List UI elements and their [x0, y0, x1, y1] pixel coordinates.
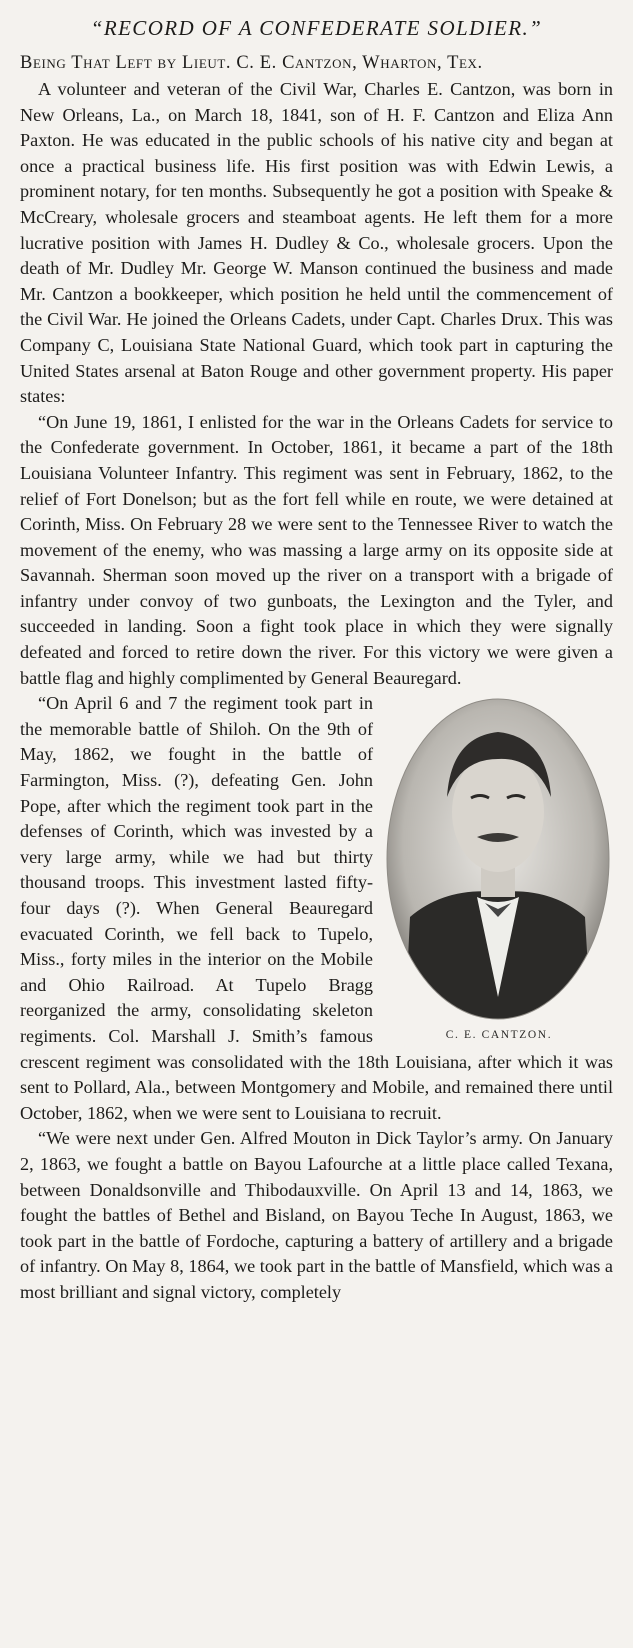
- paragraph-shiloh: “On April 6 and 7 the regiment took part in the memorable battle of Shiloh. On the 9th of May, 1862, we fought in the battle of Farmington, Miss. (?), defeating Gen. John Pope, after which the regiment took part in the defenses of Corinth, which was invested by a very large army, while we had but thirty thousand troops. This investment lasted fifty-four days (?). When General Beauregard evacuated Corinth, we fell back to Tupelo, Miss., forty miles in the interior on the Mobile and Ohio Railroad. At Tupelo Bragg reorganized the army, consolidating skeleton regiments. Col. Marshall J. Smith’s famous crescent regiment was consolidated with the 18th Louisiana, after which it was sent to Pollard, Ala., between Montgomery and Mobile, and remained there until October, 1862, when we were sent to Louisiana to recruit.: [20, 693, 613, 1123]
- page-title: “RECORD OF A CONFEDERATE SOLDIER.”: [90, 16, 543, 40]
- portrait-photo-icon: [385, 697, 611, 1021]
- paragraph-enlistment: [20, 410, 613, 692]
- paragraph-intro: A volunteer and veteran of the Civil War, Charles E. Cantzon, was born in New Orleans, La., on March 18, 1841, son of H. F. Cantzon and Eliza Ann Paxton. He was educated in the public schools of his native city and began at once a practical business life. His first position was with Edwin Lewis, a prominent notary, for ten months. Subsequently he got a position with Speake & McCreary, wholesale grocers and steamboat agents. He left them for a more lucrative position with James H. Dudley & Co., wholesale grocers. Upon the death of Mr. Dudley Mr. George W. Manson continued the business and made Mr. Cantzon a bookkeeper, which position he held until the commencement of the Civil War. He joined the Orleans Cadets, under Capt. Charles Drux. This was Company C, Louisiana State National Guard, which took part in capturing the United States arsenal at Baton Rouge and other government property. His paper states:: [20, 79, 613, 407]
- paragraph-enlistment-text: “On June 19, 1861, I enlisted for the war in the Orleans Cadets for service to the Confederate government. In October, 1861, it became a part of the 18th Louisiana Volunteer Infantry. This regiment was sent in February, 1862, to the relief of Fort Donelson; but as the fort fell while en route, we were detained at Corinth, Miss. On February 28 we were sent to the Tennessee River to watch the movement of the enemy, who was massing a large army on its opposite side at Savannah. Sherman soon moved up the river on a transport with a brigade of infantry under convoy of two gunboats, the Lexington and the Tyler, and succeeded in landing. Soon a fight took place in which they were signally defeated and forced to retire down the river. For this victory we were given a battle flag and highly complimented by General Beauregard.: [20, 411, 613, 688]
- portrait-figure: [385, 697, 613, 1041]
- paragraph-mouton: “We were next under Gen. Alfred Mouton in Dick Taylor’s army. On January 2, 1863, we fought a battle on Bayou Lafourche at a little place called Texana, between Donaldsonville and Thibodauxville. On April 13 and 14, 1863, we fought the battles of Bethel and Bisland, on Bayou Teche In August, 1863, we took part in the battle of Fordoche, capturing a battery of artillery and a brigade of infantry. On May 8, 1864, we took part in the battle of Mansfield, which was a most brilliant and signal victory, completely: [20, 1128, 613, 1302]
- portrait-caption: C. E. CANTZON.: [445, 1029, 553, 1042]
- byline: Being That Left by Lieut. C. E. Cantzon, Wharton, Tex.: [20, 53, 483, 73]
